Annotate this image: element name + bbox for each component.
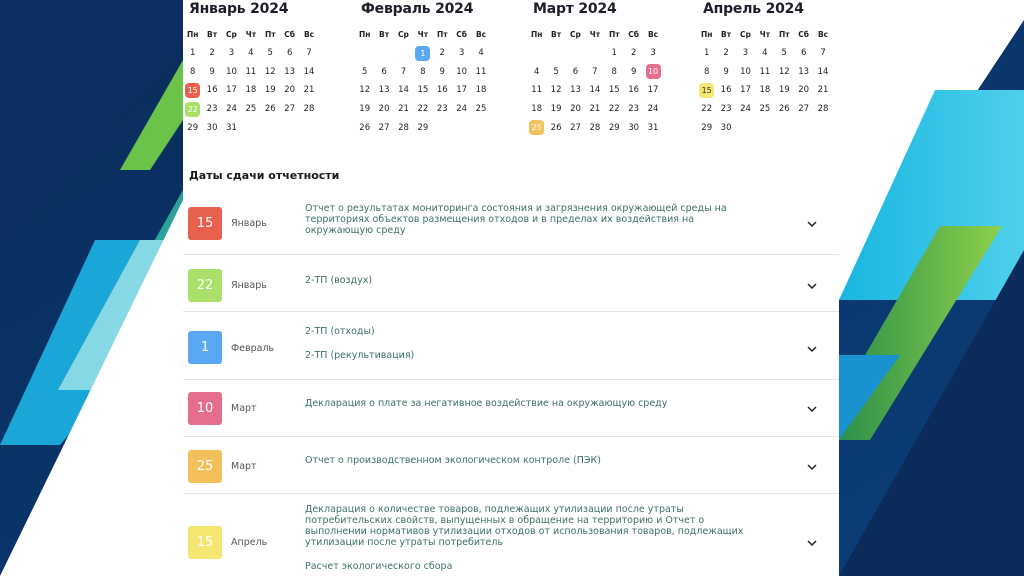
report-title: Отчет о производственном экологическом контроле (ПЭК) (305, 455, 601, 466)
month-label: Март (231, 461, 257, 472)
calendar-day: 21 (589, 104, 601, 115)
calendar-day: 27 (284, 104, 296, 115)
calendar-day: 14 (589, 85, 601, 96)
weekday-header: Вс (647, 30, 659, 39)
month-label: Апрель (231, 537, 268, 548)
month-label: Январь (231, 280, 267, 291)
calendar-day: 6 (572, 66, 579, 77)
calendar-day: 16 (206, 85, 218, 96)
calendar-day: 26 (264, 104, 276, 115)
calendar-day: 10 (226, 66, 237, 77)
calendar-day: 18 (759, 85, 771, 96)
weekday-header: Ср (398, 30, 409, 39)
report-title: Декларация о плате за негативное воздействие на окружающую среду (305, 398, 668, 409)
calendar-day: 3 (458, 48, 465, 59)
report-title: 2-ТП (отходы) (305, 326, 375, 337)
calendar-day: 4 (478, 48, 484, 59)
calendar-day: 3 (228, 48, 235, 59)
calendar-empty-cell (546, 44, 565, 63)
calendar-day: 17 (226, 85, 237, 96)
calendar-title: Март 2024 (533, 1, 617, 17)
calendar-day: 23 (720, 104, 732, 115)
calendar-day-highlighted (697, 81, 716, 100)
calendar-day: 22 (417, 104, 429, 115)
calendar-day: 20 (798, 85, 810, 96)
calendar-day: 12 (550, 85, 562, 96)
calendar-grid (697, 25, 839, 137)
calendar-day: 7 (400, 66, 407, 77)
calendar-day: 12 (778, 66, 790, 77)
weekday-header: Вт (379, 30, 390, 39)
calendar-day: 18 (475, 85, 487, 96)
calendar-day: 10 (456, 66, 468, 77)
calendar-day: 11 (759, 66, 771, 77)
weekday-header: Вс (303, 30, 315, 39)
calendar-day: 19 (778, 85, 790, 96)
calendar-day: 4 (533, 66, 540, 77)
chevron-down-icon[interactable] (807, 404, 817, 414)
calendar-day: 1 (189, 48, 196, 59)
calendar-day: 20 (570, 104, 581, 115)
weekday-header: Вс (817, 30, 829, 39)
calendar-day: 30 (628, 122, 640, 133)
calendar-month (183, 0, 333, 137)
calendar-day: 30 (206, 122, 218, 133)
date-badge: 25 (188, 450, 222, 483)
weekday-header: Вт (721, 30, 732, 39)
calendar-day: 26 (778, 104, 790, 115)
day-badge: 22 (185, 102, 200, 117)
date-badge: 15 (188, 526, 222, 559)
weekday-header: Чт (417, 30, 429, 39)
calendar-day: 11 (531, 85, 543, 96)
weekday-header: Пт (778, 30, 790, 39)
calendar-day: 28 (303, 104, 315, 115)
calendar-day: 2 (439, 48, 445, 59)
calendar-day: 18 (531, 104, 543, 115)
calendar-day: 24 (456, 104, 468, 115)
calendar-day: 13 (570, 85, 581, 96)
weekday-header: Ср (570, 30, 581, 39)
calendar-day: 12 (359, 85, 371, 96)
calendar-day: 9 (723, 66, 729, 77)
calendar-day: 3 (742, 48, 749, 59)
calendar-day: 14 (817, 66, 829, 77)
date-badge: 22 (188, 269, 222, 302)
calendar-day: 4 (248, 48, 254, 59)
weekday-header: Сб (284, 30, 296, 39)
calendar-day: 11 (245, 66, 257, 77)
chevron-down-icon[interactable] (807, 344, 817, 354)
calendar-day: 8 (420, 66, 426, 77)
calendar-day: 20 (284, 85, 296, 96)
calendar-title: Февраль 2024 (361, 1, 474, 17)
calendar-day: 12 (264, 66, 276, 77)
calendar-day: 23 (628, 104, 640, 115)
chevron-down-icon[interactable] (807, 219, 817, 229)
report-row[interactable] (183, 494, 839, 576)
calendar-day: 7 (592, 66, 598, 77)
calendar-day: 8 (703, 66, 710, 77)
calendar-day: 30 (720, 122, 732, 133)
calendar-empty-cell (374, 44, 393, 63)
weekday-header: Пн (700, 30, 713, 39)
calendar-day: 2 (630, 48, 637, 59)
calendar-day: 24 (647, 104, 659, 115)
calendar-day: 1 (611, 48, 617, 59)
report-title: Отчет о результатах мониторинга состояния и загрязнения окружающей среды на территориях объектов размещения отходов и в пределах их воздействия на окружающую среду (305, 203, 727, 236)
weekday-header: Сб (798, 30, 810, 39)
calendar-day: 5 (361, 66, 368, 77)
chevron-down-icon[interactable] (807, 281, 817, 291)
calendar-day: 24 (226, 104, 237, 115)
calendar-month (355, 0, 505, 137)
weekday-header: Пт (264, 30, 276, 39)
calendar-day: 21 (398, 104, 409, 115)
calendar-day: 10 (740, 66, 751, 77)
weekday-header: Пн (186, 30, 199, 39)
calendar-day: 29 (187, 122, 199, 133)
calendar-day-highlighted (527, 118, 546, 137)
calendar-day: 16 (628, 85, 640, 96)
section-title: Даты сдачи отчетности (189, 169, 340, 182)
calendar-day: 13 (378, 85, 390, 96)
calendar-day: 8 (611, 66, 617, 77)
day-badge: 15 (699, 83, 714, 98)
chevron-down-icon[interactable] (807, 538, 817, 548)
calendar-day: 28 (589, 122, 601, 133)
calendar-day: 11 (475, 66, 487, 77)
calendar-day: 19 (359, 104, 371, 115)
calendar-day: 1 (703, 48, 710, 59)
calendar-day: 7 (306, 48, 312, 59)
calendar-day: 2 (209, 48, 215, 59)
calendar-day: 14 (398, 85, 409, 96)
calendar-empty-cell (585, 44, 604, 63)
calendar-empty-cell (355, 44, 374, 63)
calendar-day: 17 (647, 85, 659, 96)
report-items (305, 455, 745, 466)
calendar-day: 20 (378, 104, 390, 115)
calendar-day: 28 (398, 122, 409, 133)
calendar-day: 13 (798, 66, 810, 77)
calendar-empty-cell (527, 44, 546, 63)
report-row[interactable] (183, 255, 839, 312)
report-row[interactable] (183, 312, 839, 380)
report-row[interactable] (183, 437, 839, 494)
calendar-day: 6 (800, 48, 807, 59)
calendar-day: 21 (817, 85, 829, 96)
report-title: 2-ТП (рекультивация) (305, 350, 415, 361)
calendar-day: 17 (456, 85, 468, 96)
calendar-day: 31 (647, 122, 659, 133)
weekday-header: Чт (589, 30, 601, 39)
weekday-header: Сб (628, 30, 640, 39)
calendar-day: 2 (723, 48, 729, 59)
calendar-day: 6 (381, 66, 387, 77)
calendar-day: 8 (189, 66, 196, 77)
day-badge: 10 (646, 64, 661, 79)
weekday-header: Вт (551, 30, 562, 39)
month-label: Январь (231, 218, 267, 229)
calendar-day: 15 (608, 85, 620, 96)
weekday-header: Вс (475, 30, 487, 39)
calendar-day: 9 (439, 66, 445, 77)
calendar-day: 29 (608, 122, 620, 133)
calendar-day: 22 (701, 104, 713, 115)
calendar-day-highlighted (183, 100, 202, 119)
calendar-day: 25 (759, 104, 771, 115)
calendar-day-highlighted (413, 44, 432, 63)
report-row[interactable] (183, 380, 839, 437)
calendar-day: 25 (475, 104, 487, 115)
calendar-day: 29 (417, 122, 429, 133)
weekday-header: Ср (740, 30, 751, 39)
main-panel (183, 0, 839, 576)
report-row[interactable] (183, 195, 839, 255)
calendar-day: 24 (740, 104, 751, 115)
calendar-day: 9 (630, 66, 637, 77)
weekday-header: Пт (436, 30, 448, 39)
calendar-day: 16 (720, 85, 732, 96)
weekday-header: Чт (245, 30, 257, 39)
calendar-day: 22 (608, 104, 620, 115)
weekday-header: Чт (759, 30, 771, 39)
report-items (305, 203, 745, 236)
report-items (305, 275, 745, 286)
calendar-day: 23 (206, 104, 218, 115)
calendar-day: 31 (226, 122, 237, 133)
weekday-header: Пт (608, 30, 620, 39)
calendar-day: 19 (550, 104, 562, 115)
report-list (183, 195, 839, 576)
calendar-day: 25 (245, 104, 257, 115)
day-badge: 1 (415, 46, 430, 61)
chevron-down-icon[interactable] (807, 462, 817, 472)
calendar-month (527, 0, 677, 137)
calendar-day: 18 (245, 85, 257, 96)
calendar-day: 6 (286, 48, 293, 59)
calendar-day: 5 (553, 66, 559, 77)
calendar-day: 16 (436, 85, 448, 96)
calendar-day: 15 (417, 85, 429, 96)
calendar-day: 4 (762, 48, 768, 59)
calendar-day: 28 (817, 104, 829, 115)
weekday-header: Ср (226, 30, 237, 39)
report-title: Расчет экологического сбора (305, 561, 453, 572)
date-badge: 15 (188, 207, 222, 240)
calendar-title: Апрель 2024 (703, 1, 804, 17)
calendar-day: 26 (359, 122, 371, 133)
calendar-day: 23 (436, 104, 448, 115)
calendar-day: 7 (820, 48, 826, 59)
weekday-header: Сб (456, 30, 468, 39)
calendar-day: 5 (267, 48, 273, 59)
calendar-day: 13 (284, 66, 296, 77)
calendar-day: 9 (209, 66, 215, 77)
calendar-day-highlighted (183, 81, 202, 100)
calendar-day: 29 (701, 122, 713, 133)
calendar-empty-cell (566, 44, 585, 63)
calendar-grid (183, 25, 333, 137)
calendar-title: Январь 2024 (189, 1, 289, 17)
calendar-day: 26 (550, 122, 562, 133)
calendar-grid (527, 25, 677, 137)
day-badge: 15 (185, 83, 200, 98)
report-title: Декларация о количестве товаров, подлежащих утилизации после утраты потребительских свойств, выпущенных в обращение на территорию и Отчет о выполнении нормативов утилизации отходов от использования товаров, подлежащих утилизации после утраты потребитель (305, 504, 744, 548)
calendar-day: 3 (650, 48, 656, 59)
day-badge: 25 (529, 120, 544, 135)
calendar-day: 21 (303, 85, 315, 96)
date-badge: 10 (188, 392, 222, 425)
calendar-day: 17 (740, 85, 751, 96)
report-items (305, 398, 745, 409)
calendar-day: 27 (378, 122, 390, 133)
calendar-day-highlighted (643, 63, 662, 82)
weekday-header: Пн (530, 30, 543, 39)
weekday-header: Пн (358, 30, 371, 39)
month-label: Март (231, 403, 257, 414)
calendar-day: 27 (570, 122, 581, 133)
report-items (305, 326, 745, 361)
weekday-header: Вт (207, 30, 218, 39)
date-badge: 1 (188, 331, 222, 364)
calendar-grid (355, 25, 505, 137)
calendar-day: 14 (303, 66, 315, 77)
report-title: 2-ТП (воздух) (305, 275, 373, 286)
calendar-empty-cell (394, 44, 413, 63)
calendar-day: 27 (798, 104, 810, 115)
month-label: Февраль (231, 343, 275, 354)
report-items (305, 504, 745, 572)
calendar-day: 5 (781, 48, 787, 59)
calendar-day: 19 (264, 85, 276, 96)
calendar-month (697, 0, 839, 137)
